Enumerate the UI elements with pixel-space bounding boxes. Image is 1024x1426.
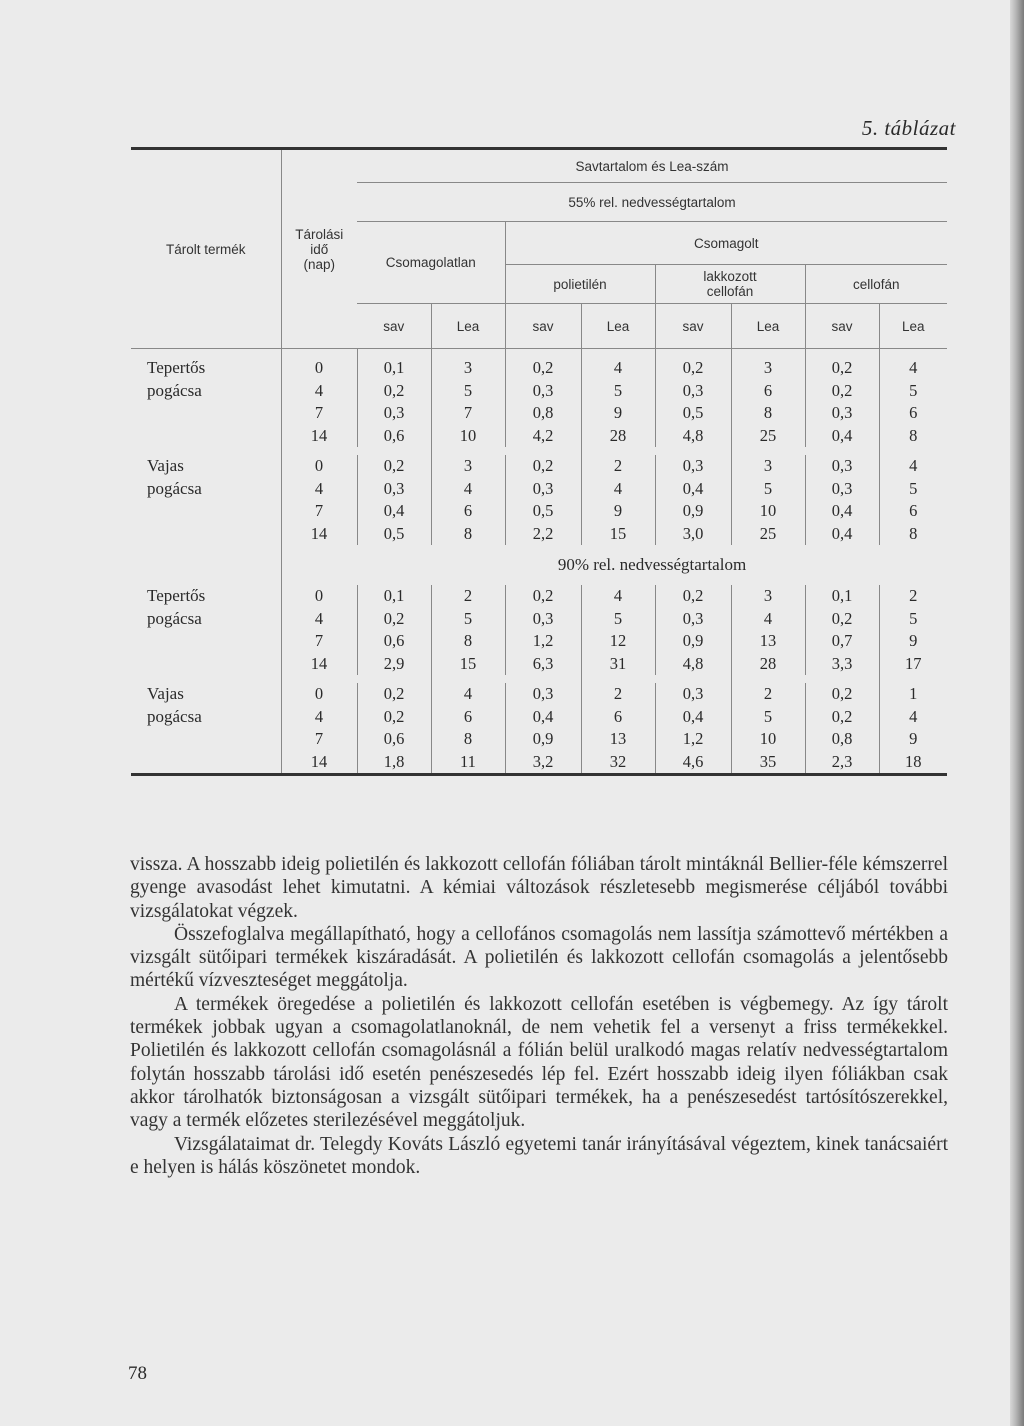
lea-value: 3 <box>731 349 805 380</box>
lea-value: 6 <box>431 500 505 523</box>
table-row <box>131 349 947 380</box>
lea-value: 6 <box>581 706 655 729</box>
storage-days: 0 <box>281 585 357 608</box>
acid-value: 4,8 <box>655 653 731 676</box>
acid-value: 0,4 <box>505 706 581 729</box>
acid-value: 0,8 <box>505 402 581 425</box>
spacer-cell <box>505 675 581 683</box>
acid-value: 2,2 <box>505 523 581 546</box>
lea-value: 9 <box>879 630 947 653</box>
product-name: pogácsa <box>147 706 202 726</box>
acid-value: 0,3 <box>805 455 879 478</box>
product-name <box>131 500 281 523</box>
table-row <box>131 706 947 729</box>
paragraph: vissza. A hosszabb ideig polietilén és lakkozott cellofán fóliában tárolt mintáknál Bellier-féle kémszerrel gyenge avasodást lehet kimutatni. A kémiai változások részletesebb megismerése céljából további vizsgálatokat végzek. <box>130 854 948 922</box>
spacer-cell <box>731 447 805 455</box>
acid-value: 0,2 <box>505 349 581 380</box>
acid-value: 0,2 <box>805 706 879 729</box>
lea-value: 13 <box>731 630 805 653</box>
table-row <box>131 728 947 751</box>
acid-value: 0,2 <box>655 349 731 380</box>
acid-value: 0,2 <box>805 608 879 631</box>
humidity-90-label: 90% rel. nedvességtartalom <box>557 555 747 574</box>
table-row <box>131 653 947 676</box>
lea-value: 5 <box>431 608 505 631</box>
acid-value: 1,2 <box>655 728 731 751</box>
spacer-cell <box>879 447 947 455</box>
lea-value: 28 <box>581 425 655 448</box>
acid-value: 0,4 <box>655 706 731 729</box>
table-row <box>131 683 947 706</box>
spacer-cell <box>879 675 947 683</box>
lea-value: 10 <box>731 500 805 523</box>
product-name: Tepertős <box>147 586 206 606</box>
empty-cell <box>281 545 357 585</box>
acid-value: 0,8 <box>805 728 879 751</box>
storage-days: 7 <box>281 630 357 653</box>
table-row <box>131 500 947 523</box>
lea-value: 6 <box>879 402 947 425</box>
acid-value: 4,6 <box>655 751 731 775</box>
lea-value: 13 <box>581 728 655 751</box>
acid-value: 0,3 <box>655 683 731 706</box>
header-group-title: Savtartalom és Lea-szám <box>357 149 947 183</box>
acid-value: 4,2 <box>505 425 581 448</box>
acid-value: 0,3 <box>805 402 879 425</box>
lea-value: 12 <box>581 630 655 653</box>
acid-value: 0,2 <box>805 349 879 380</box>
humidity-section-row <box>131 545 947 585</box>
lea-value: 10 <box>731 728 805 751</box>
table-row <box>131 455 947 478</box>
empty-cell <box>131 545 281 585</box>
acid-value: 0,2 <box>357 683 431 706</box>
lea-value: 5 <box>581 380 655 403</box>
spacer-cell <box>805 675 879 683</box>
storage-days: 7 <box>281 500 357 523</box>
lea-value: 3 <box>431 349 505 380</box>
acid-value: 0,2 <box>357 706 431 729</box>
page-number: 78 <box>128 1363 147 1384</box>
lea-value: 18 <box>879 751 947 775</box>
product-name: Vajas <box>147 456 184 476</box>
header-lacquered-line: cellofán <box>706 284 754 299</box>
lea-value: 5 <box>731 706 805 729</box>
spacer-cell <box>281 675 357 683</box>
page-edge <box>1010 0 1024 1426</box>
acid-value: 0,2 <box>805 380 879 403</box>
header-product: Tárolt termék <box>131 149 281 349</box>
spacer-cell <box>581 675 655 683</box>
lea-value: 5 <box>879 478 947 501</box>
storage-days: 14 <box>281 425 357 448</box>
acid-value: 6,3 <box>505 653 581 676</box>
spacer-cell <box>655 675 731 683</box>
acid-value: 0,1 <box>357 585 431 608</box>
lea-value: 4 <box>731 608 805 631</box>
product-name <box>131 630 281 653</box>
acid-value: 0,2 <box>505 455 581 478</box>
header-storage-time <box>281 149 357 349</box>
lea-value: 25 <box>731 425 805 448</box>
lea-value: 5 <box>731 478 805 501</box>
header-lea: Lea <box>431 304 505 349</box>
lea-value: 28 <box>731 653 805 676</box>
acid-value: 3,0 <box>655 523 731 546</box>
lea-value: 9 <box>581 500 655 523</box>
product-name <box>131 751 281 775</box>
acid-value: 0,4 <box>655 478 731 501</box>
lea-value: 31 <box>581 653 655 676</box>
acid-value: 0,3 <box>805 478 879 501</box>
product-name <box>131 653 281 676</box>
acid-value: 0,2 <box>805 683 879 706</box>
acid-value: 1,2 <box>505 630 581 653</box>
acid-value: 0,2 <box>655 585 731 608</box>
spacer-cell <box>281 447 357 455</box>
acid-value: 0,2 <box>357 380 431 403</box>
lea-value: 4 <box>581 478 655 501</box>
header-polyethylene: polietilén <box>505 265 655 304</box>
lea-value: 5 <box>879 608 947 631</box>
header-lacquered-cellophane <box>655 265 805 304</box>
lea-value: 5 <box>879 380 947 403</box>
storage-days: 7 <box>281 728 357 751</box>
storage-days: 0 <box>281 683 357 706</box>
spacer-cell <box>357 675 431 683</box>
lea-value: 4 <box>879 455 947 478</box>
acid-value: 3,2 <box>505 751 581 775</box>
header-lea: Lea <box>879 304 947 349</box>
product-name: pogácsa <box>147 478 202 498</box>
spacer-cell <box>131 675 281 683</box>
storage-days: 7 <box>281 402 357 425</box>
storage-days: 14 <box>281 751 357 775</box>
lea-value: 6 <box>431 706 505 729</box>
acid-value: 0,2 <box>357 455 431 478</box>
storage-days: 14 <box>281 653 357 676</box>
acid-value: 0,7 <box>805 630 879 653</box>
acid-value: 0,3 <box>357 478 431 501</box>
header-lacquered-line: lakkozott <box>703 269 757 284</box>
spacer-cell <box>505 447 581 455</box>
acid-value: 0,9 <box>655 500 731 523</box>
lea-value: 5 <box>431 380 505 403</box>
lea-value: 2 <box>431 585 505 608</box>
spacer-cell <box>431 675 505 683</box>
acid-value: 2,3 <box>805 751 879 775</box>
paragraph: Összefoglalva megállapítható, hogy a cellofános csomagolás nem lassítja számottevő mértékben a vizsgált sütőipari termékek kiszáradását. A polietilén és lakkozott cellofán csomagolás a jelentősebb mértékű vízveszteséget meggátolja. <box>130 923 948 992</box>
acid-value: 0,6 <box>357 630 431 653</box>
acid-value: 2,9 <box>357 653 431 676</box>
lea-value: 1 <box>879 683 947 706</box>
product-name: pogácsa <box>147 608 202 628</box>
lea-value: 9 <box>581 402 655 425</box>
header-packed: Csomagolt <box>505 222 947 265</box>
header-time-line: Tárolási <box>295 226 344 242</box>
product-name: pogácsa <box>147 380 202 400</box>
header-time-line: idő <box>310 241 329 257</box>
acid-value: 0,4 <box>805 425 879 448</box>
acid-value: 0,3 <box>655 455 731 478</box>
acid-value: 1,8 <box>357 751 431 775</box>
header-unpacked: Csomagolatlan <box>357 222 505 304</box>
acid-value: 0,9 <box>505 728 581 751</box>
header-sav: sav <box>357 304 431 349</box>
storage-days: 4 <box>281 706 357 729</box>
lea-value: 4 <box>581 585 655 608</box>
header-time-line: (nap) <box>303 256 335 272</box>
acid-value: 0,2 <box>505 585 581 608</box>
lea-value: 3 <box>731 455 805 478</box>
product-name <box>131 523 281 546</box>
lea-value: 2 <box>879 585 947 608</box>
lea-value: 17 <box>879 653 947 676</box>
lea-value: 4 <box>879 706 947 729</box>
header-cellophane: cellofán <box>805 265 947 304</box>
acid-value: 0,6 <box>357 425 431 448</box>
product-name <box>131 425 281 448</box>
acid-value: 3,3 <box>805 653 879 676</box>
acid-value: 0,5 <box>357 523 431 546</box>
spacer-cell <box>357 447 431 455</box>
lea-value: 35 <box>731 751 805 775</box>
storage-days: 4 <box>281 478 357 501</box>
acid-value: 0,2 <box>357 608 431 631</box>
lea-value: 7 <box>431 402 505 425</box>
header-sav: sav <box>805 304 879 349</box>
lea-value: 15 <box>431 653 505 676</box>
acid-value: 0,5 <box>655 402 731 425</box>
lea-value: 25 <box>731 523 805 546</box>
paragraph: Vizsgálataimat dr. Telegdy Kováts László egyetemi tanár irányításával végeztem, kinek tanácsaiért e helyen is hálás köszönetet mondok. <box>130 1133 948 1178</box>
acid-value: 0,3 <box>357 402 431 425</box>
table-row <box>131 608 947 631</box>
acid-value: 0,4 <box>805 523 879 546</box>
lea-value: 4 <box>431 683 505 706</box>
table-row <box>131 751 947 775</box>
lea-value: 10 <box>431 425 505 448</box>
table-row <box>131 585 947 608</box>
product-name: Vajas <box>147 684 184 704</box>
lea-value: 8 <box>431 728 505 751</box>
storage-days: 0 <box>281 349 357 380</box>
data-table <box>131 147 947 776</box>
lea-value: 4 <box>879 349 947 380</box>
table-row <box>131 425 947 448</box>
acid-value: 0,3 <box>505 380 581 403</box>
header-sav: sav <box>505 304 581 349</box>
lea-value: 8 <box>879 425 947 448</box>
lea-value: 8 <box>879 523 947 546</box>
storage-days: 14 <box>281 523 357 546</box>
table-row <box>131 523 947 546</box>
storage-days: 4 <box>281 380 357 403</box>
paragraph: A termékek öregedése a polietilén és lakkozott cellofán esetében is végbemegy. Az így tárolt termékek jobbak ugyan a csomagolatlanoknál, de nem vehetik fel a versenyt a friss termékekkel. Polietilén és lakkozott cellofán csomagolásnál a fólián belül uralkodó magas relatív nedvességtartalom folytán hosszabb tárolási idő esetén penészesedés lép fel. Ezért hosszabb ideig ilyen fóliákban csak akkor tárolhatók biztonságosan a vizsgált sütőipari termékek, ha a penészesedést tartósítószerekkel, vagy a termék előzetes sterilezésével meggátoljuk. <box>130 993 948 1132</box>
header-lea: Lea <box>731 304 805 349</box>
group-spacer <box>131 447 947 455</box>
product-name <box>131 402 281 425</box>
lea-value: 11 <box>431 751 505 775</box>
body-text <box>130 853 948 1179</box>
acid-value: 4,8 <box>655 425 731 448</box>
acid-value: 0,3 <box>505 683 581 706</box>
lea-value: 5 <box>581 608 655 631</box>
lea-value: 2 <box>731 683 805 706</box>
lea-value: 8 <box>431 630 505 653</box>
lea-value: 15 <box>581 523 655 546</box>
acid-value: 0,1 <box>805 585 879 608</box>
spacer-cell <box>805 447 879 455</box>
product-name: Tepertős <box>147 358 206 378</box>
spacer-cell <box>731 675 805 683</box>
header-lea: Lea <box>581 304 655 349</box>
acid-value: 0,1 <box>357 349 431 380</box>
header-humidity-55: 55% rel. nedvességtartalom <box>357 183 947 222</box>
spacer-cell <box>655 447 731 455</box>
storage-days: 0 <box>281 455 357 478</box>
storage-days: 4 <box>281 608 357 631</box>
table-body <box>131 349 947 775</box>
product-name <box>131 728 281 751</box>
acid-value: 0,4 <box>805 500 879 523</box>
table-row <box>131 402 947 425</box>
lea-value: 8 <box>731 402 805 425</box>
lea-value: 3 <box>731 585 805 608</box>
spacer-cell <box>131 447 281 455</box>
lea-value: 4 <box>431 478 505 501</box>
header-sav: sav <box>655 304 731 349</box>
acid-value: 0,3 <box>655 380 731 403</box>
acid-value: 0,9 <box>655 630 731 653</box>
spacer-cell <box>581 447 655 455</box>
acid-value: 0,6 <box>357 728 431 751</box>
lea-value: 3 <box>431 455 505 478</box>
group-spacer <box>131 675 947 683</box>
lea-value: 2 <box>581 683 655 706</box>
table-row <box>131 478 947 501</box>
spacer-cell <box>431 447 505 455</box>
acid-value: 0,5 <box>505 500 581 523</box>
lea-value: 6 <box>731 380 805 403</box>
lea-value: 4 <box>581 349 655 380</box>
lea-value: 32 <box>581 751 655 775</box>
table-label: 5. táblázat <box>861 116 956 140</box>
lea-value: 8 <box>431 523 505 546</box>
table-row <box>131 380 947 403</box>
lea-value: 2 <box>581 455 655 478</box>
lea-value: 9 <box>879 728 947 751</box>
acid-value: 0,3 <box>655 608 731 631</box>
acid-value: 0,3 <box>505 608 581 631</box>
acid-value: 0,3 <box>505 478 581 501</box>
table-row <box>131 630 947 653</box>
lea-value: 6 <box>879 500 947 523</box>
acid-value: 0,4 <box>357 500 431 523</box>
